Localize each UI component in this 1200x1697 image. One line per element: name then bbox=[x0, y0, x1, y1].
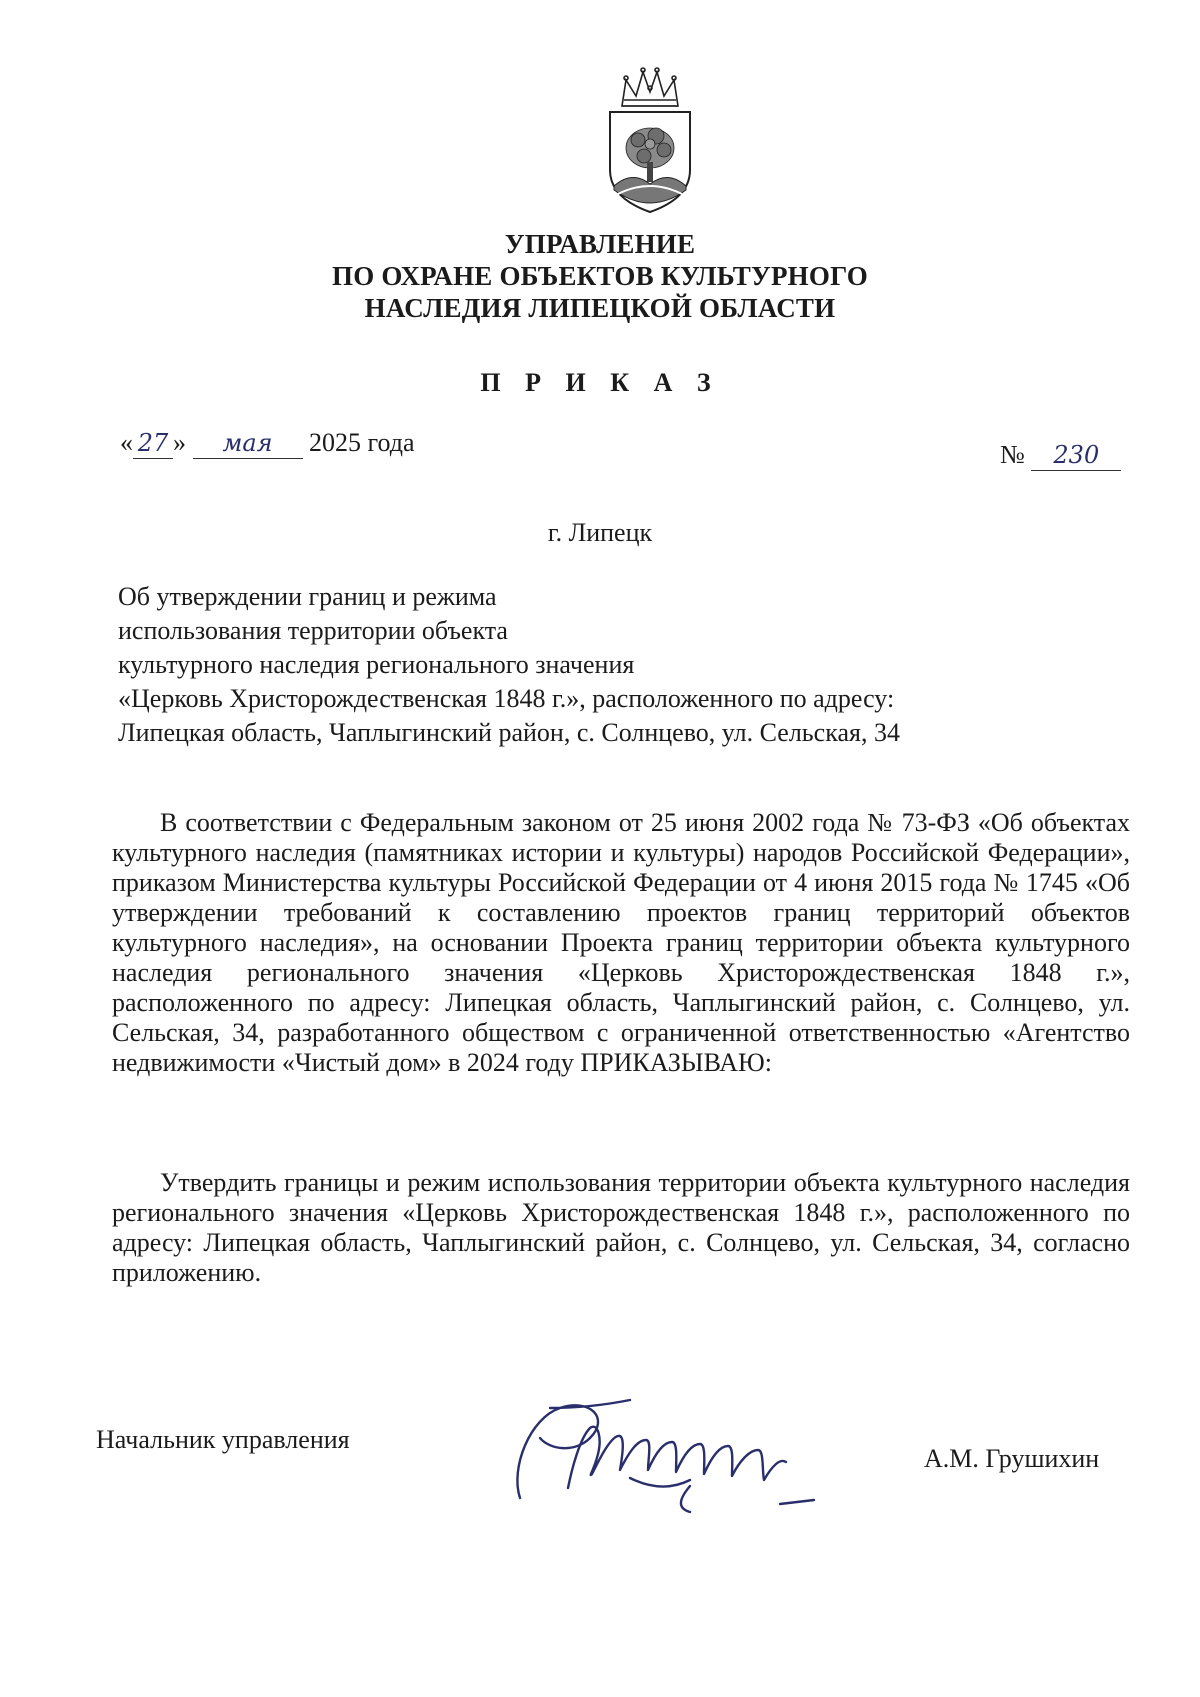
date-year: 2025 года bbox=[309, 428, 415, 457]
document-type-title: П Р И К А З bbox=[480, 368, 720, 397]
number-prefix: № bbox=[1000, 440, 1025, 469]
handwritten-signature bbox=[480, 1378, 900, 1528]
org-line-1: УПРАВЛЕНИЕ bbox=[504, 229, 696, 259]
subject-line-3: культурного наследия регионального значения bbox=[118, 650, 635, 679]
subject-line-5: Липецкая область, Чаплыгинский район, с. Солнцево, ул. Сельская, 34 bbox=[118, 718, 900, 747]
subject-line-2: использования территории объекта bbox=[118, 616, 508, 645]
date-close-quote: » bbox=[173, 428, 186, 457]
subject-block bbox=[118, 580, 900, 750]
subject-line-4: «Церковь Христорождественская 1848 г.», расположенного по адресу: bbox=[118, 684, 895, 713]
signatory-name: А.М. Грушихин bbox=[924, 1444, 1100, 1473]
number-value: 230 bbox=[1053, 441, 1100, 469]
date-day-field bbox=[133, 428, 173, 459]
org-line-2: ПО ОХРАНЕ ОБЪЕКТОВ КУЛЬТУРНОГО bbox=[332, 261, 868, 291]
date-line bbox=[120, 428, 415, 459]
date-month: мая bbox=[222, 429, 273, 457]
city: г. Липецк bbox=[547, 518, 653, 547]
org-line-3: НАСЛЕДИЯ ЛИПЕЦКОЙ ОБЛАСТИ bbox=[364, 293, 836, 323]
subject-line-1: Об утверждении границ и режима bbox=[118, 582, 497, 611]
body-paragraph-2: Утвердить границы и режим использования территории объекта культурного наследия регионального значения «Церковь Христорождественская 1848 г.», расположенного по адресу: Липецкая область, Чаплыгинский район, с. Солнцево, ул. Сельская, 34, согласно приложению. bbox=[112, 1168, 1130, 1287]
number-field bbox=[1031, 440, 1121, 471]
coat-of-arms-emblem bbox=[600, 66, 700, 216]
date-day: 27 bbox=[137, 429, 169, 457]
signatory-position: Начальник управления bbox=[96, 1425, 350, 1454]
date-open-quote: « bbox=[120, 428, 133, 457]
date-month-field bbox=[193, 428, 303, 459]
organization-header bbox=[0, 228, 1200, 324]
body-paragraph-1: В соответствии с Федеральным законом от 25 июня 2002 года № 73-ФЗ «Об объектах культурного наследия (памятниках истории и культуры) народов Российской Федерации», приказом Министерства культуры Российской Федерации от 4 июня 2015 года № 1745 «Об утверждении требований к составлению проектов границ территорий объектов культурного наследия», на основании Проекта границ территории объекта культурного наследия регионального значения «Церковь Христорождественская 1848 г.», расположенного по адресу: Липецкая область, Чаплыгинский район, с. Солнцево, ул. Сельская, 34, разработанного обществом с ограниченной ответственностью «Агентство недвижимости «Чистый дом» в 2024 году ПРИКАЗЫВАЮ: bbox=[112, 808, 1130, 1077]
order-number bbox=[1000, 440, 1121, 471]
